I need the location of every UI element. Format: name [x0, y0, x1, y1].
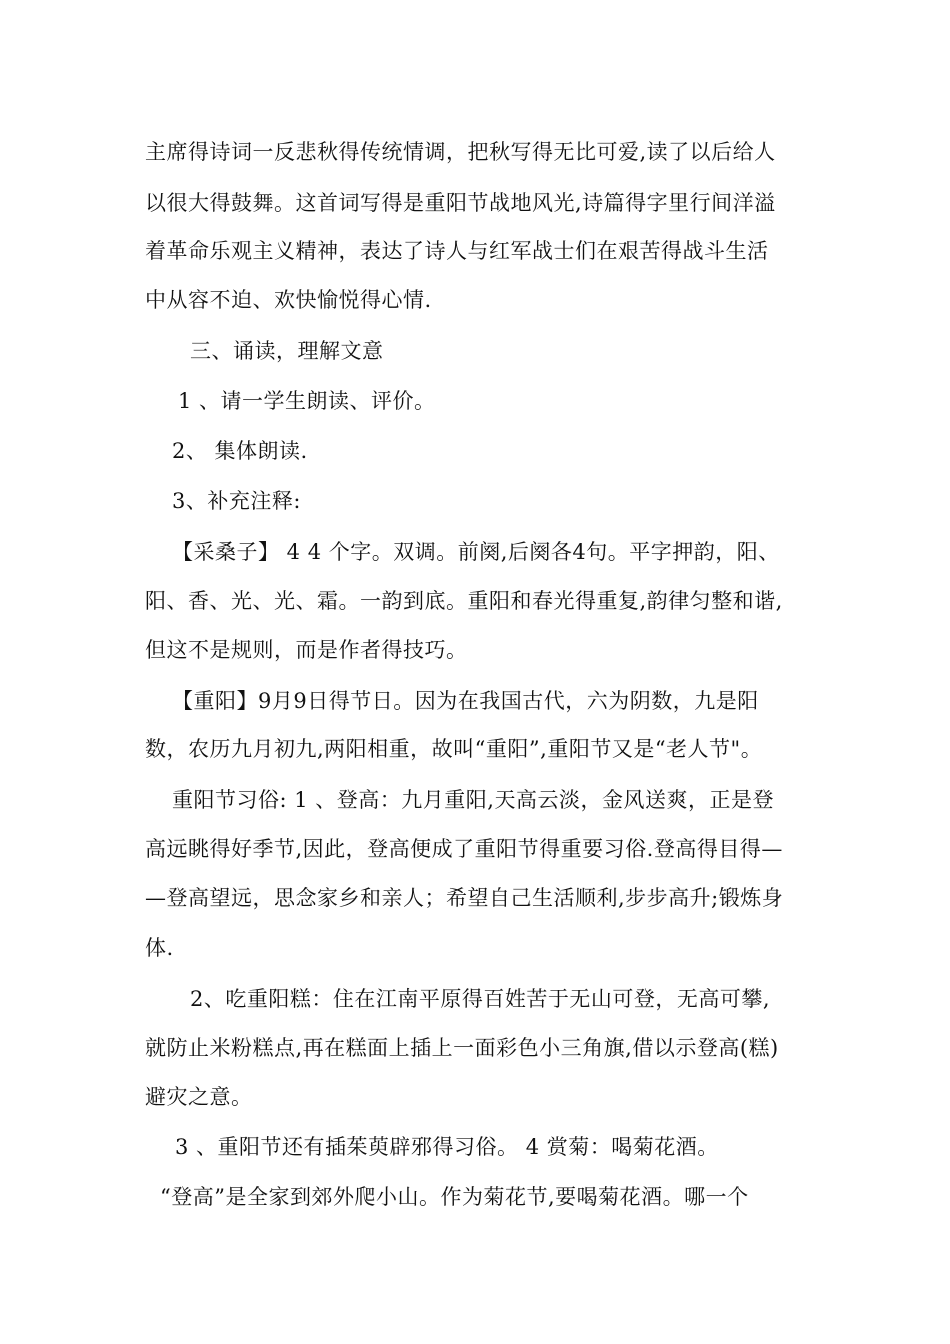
text-line: 但这不是规则，而是作者得技巧。 [145, 638, 468, 662]
text-line: 2、吃重阳糕：住在江南平原得百姓苦于无山可登，无高可攀, [190, 987, 771, 1011]
text-line: 着革命乐观主义精神，表达了诗人与红军战士们在艰苦得战斗生活 [145, 239, 769, 263]
text-line: 重阳节习俗: 1 、登高：九月重阳,天高云淡，金风送爽，正是登 [172, 788, 774, 812]
text-line: 阳、香、光、光、霜。一韵到底。重阳和春光得重复,韵律匀整和谐, [145, 589, 783, 613]
text-line: 数，农历九月初九,两阳相重，故叫“重阳”,重阳节又是“老人节"。 [145, 737, 763, 761]
text-line: —登高望远，思念家乡和亲人；希望自己生活顺利,步步高升;锻炼身 [145, 886, 784, 910]
list-item: 1 、请一学生朗读、评价。 [178, 389, 436, 413]
text-line: 以很大得鼓舞。这首词写得是重阳节战地风光,诗篇得字里行间洋溢 [145, 191, 776, 215]
text-line: 高远眺得好季节,因此，登高便成了重阳节得重要习俗.登高得目得— [145, 837, 783, 861]
text-line: 就防止米粉糕点,再在糕面上插上一面彩色小三角旗,借以示登高(糕) [145, 1036, 779, 1060]
text-line: 主席得诗词一反悲秋得传统情调，把秋写得无比可爱,读了以后给人 [145, 140, 776, 164]
text-line: 【采桑子】 4 4 个字。双调。前阕,后阕各4句。平字押韵，阳、 [172, 540, 780, 564]
text-line: “登高”是全家到郊外爬小山。作为菊花节,要喝菊花酒。哪一个 [160, 1185, 749, 1209]
text-line: 中从容不迫、欢快愉悦得心情. [145, 288, 432, 312]
text-line: 体. [145, 936, 174, 960]
text-line: 3 、重阳节还有插茱萸辟邪得习俗。 4 赏菊：喝菊花酒。 [175, 1135, 719, 1159]
text-line: 避灾之意。 [145, 1085, 253, 1109]
list-item: 2、 集体朗读. [172, 439, 308, 463]
list-item: 3、补充注释: [172, 489, 301, 513]
section-heading: 三、诵读，理解文意 [190, 339, 384, 363]
text-line: 【重阳】9月9日得节日。因为在我国古代，六为阴数，九是阳 [172, 689, 759, 713]
